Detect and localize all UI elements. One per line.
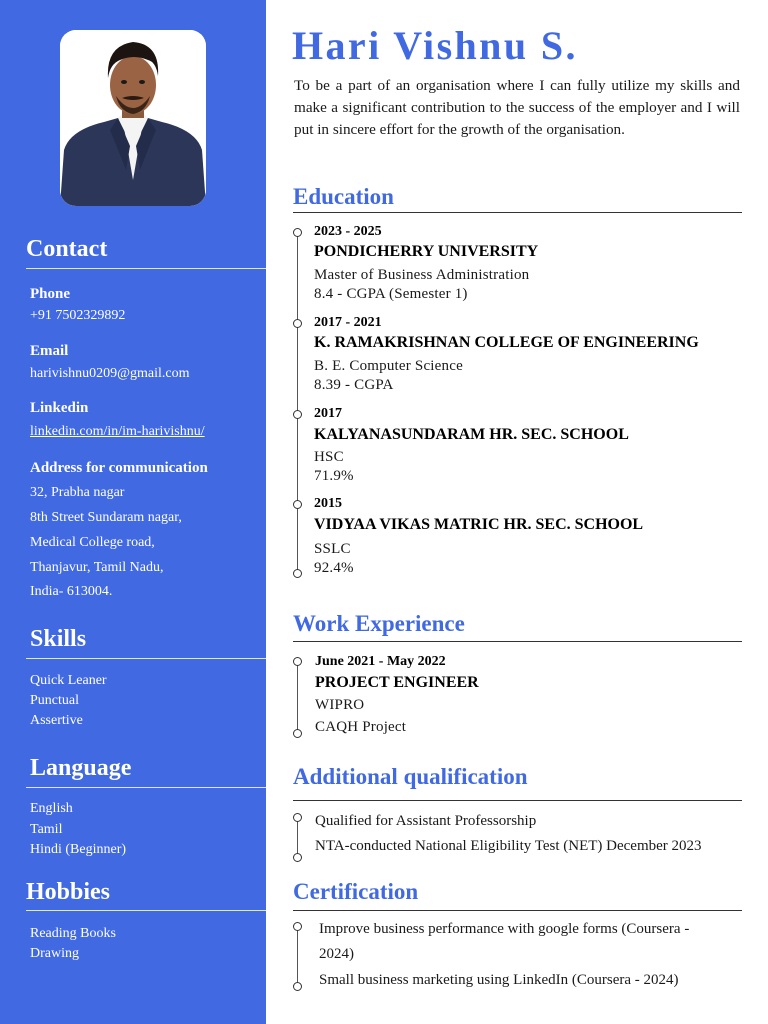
additional-divider [293,800,742,801]
hobbies-divider [26,910,266,911]
education-years: 2017 - 2021 [314,315,382,330]
address-label: Address for communication [30,460,208,476]
education-degree: SSLC [314,541,351,557]
certification-divider [293,910,742,911]
timeline-dot [293,982,302,991]
hobby-item: Reading Books [30,926,116,941]
address-line: Medical College road, [30,535,155,550]
work-divider [293,641,742,642]
language-heading: Language [30,755,132,781]
sidebar [0,0,266,1024]
work-company: WIPRO [315,697,365,713]
language-divider [26,787,266,788]
education-institution: VIDYAA VIKAS MATRIC HR. SEC. SCHOOL [314,516,644,533]
certification-timeline-line [297,928,298,984]
skills-heading: Skills [30,626,87,652]
education-degree: Master of Business Administration [314,267,530,283]
education-institution: K. RAMAKRISHNAN COLLEGE OF ENGINEERING [314,334,699,351]
linkedin-link[interactable]: linkedin.com/in/im-harivishnu/ [30,424,205,439]
certification-heading: Certification [293,879,419,904]
hobby-item: Drawing [30,946,79,961]
skills-divider [26,658,266,659]
email-label: Email [30,343,69,359]
profile-photo [60,30,206,206]
work-timeline-line [297,662,298,732]
qualification-item: NTA-conducted National Eligibility Test (NET) December 2023 [315,838,702,854]
work-project: CAQH Project [315,719,407,735]
email-value[interactable]: harivishnu0209@gmail.com [30,366,190,381]
language-item: English [30,801,73,816]
phone-label: Phone [30,286,71,302]
education-degree: HSC [314,449,344,465]
timeline-dot [293,500,302,509]
language-item: Tamil [30,822,63,837]
career-objective: To be a part of an organisation where I can fully utilize my skills and make a significant contribution to the success of the employer and I will put in sincere effort for the growth of the organisation. [294,77,740,138]
hobbies-heading: Hobbies [26,879,111,905]
education-score: 92.4% [314,560,354,576]
work-period: June 2021 - May 2022 [315,654,446,669]
additional-timeline-line [297,818,298,856]
timeline-dot [293,922,302,931]
qualification-item: Qualified for Assistant Professorship [315,813,537,829]
timeline-dot [293,853,302,862]
education-institution: PONDICHERRY UNIVERSITY [314,243,539,260]
address-line: Thanjavur, Tamil Nadu, [30,560,164,575]
contact-divider [26,268,266,269]
skill-item: Punctual [30,693,79,708]
skill-item: Quick Leaner [30,673,107,688]
education-score: 8.4 - CGPA (Semester 1) [314,286,468,302]
timeline-dot [293,729,302,738]
address-line: India- 613004. [30,584,113,599]
timeline-dot [293,410,302,419]
certification-item: Small business marketing using LinkedIn (Coursera - 2024) [319,972,679,988]
linkedin-label: Linkedin [30,400,89,416]
certification-item-continued: 2024) [319,946,354,962]
timeline-dot [293,657,302,666]
skill-item: Assertive [30,713,83,728]
education-timeline-line [297,236,298,572]
timeline-dot [293,813,302,822]
additional-heading: Additional qualification [293,764,528,789]
work-heading: Work Experience [293,611,465,636]
education-years: 2023 - 2025 [314,224,382,239]
education-divider [293,212,742,213]
education-score: 71.9% [314,468,354,484]
education-score: 8.39 - CGPA [314,377,394,393]
candidate-name: Hari Vishnu S. [292,23,578,68]
work-role: PROJECT ENGINEER [315,674,479,691]
timeline-dot [293,319,302,328]
education-years: 2015 [314,496,342,511]
timeline-dot [293,228,302,237]
phone-value: +91 7502329892 [30,308,126,323]
education-degree: B. E. Computer Science [314,358,463,374]
language-item: Hindi (Beginner) [30,842,127,857]
address-line: 32, Prabha nagar [30,485,125,500]
education-institution: KALYANASUNDARAM HR. SEC. SCHOOL [314,426,629,443]
address-line: 8th Street Sundaram nagar, [30,510,182,525]
timeline-dot [293,569,302,578]
contact-heading: Contact [26,236,108,262]
education-heading: Education [293,184,394,209]
certification-item: Improve business performance with google forms (Coursera - [319,921,690,937]
education-years: 2017 [314,406,342,421]
